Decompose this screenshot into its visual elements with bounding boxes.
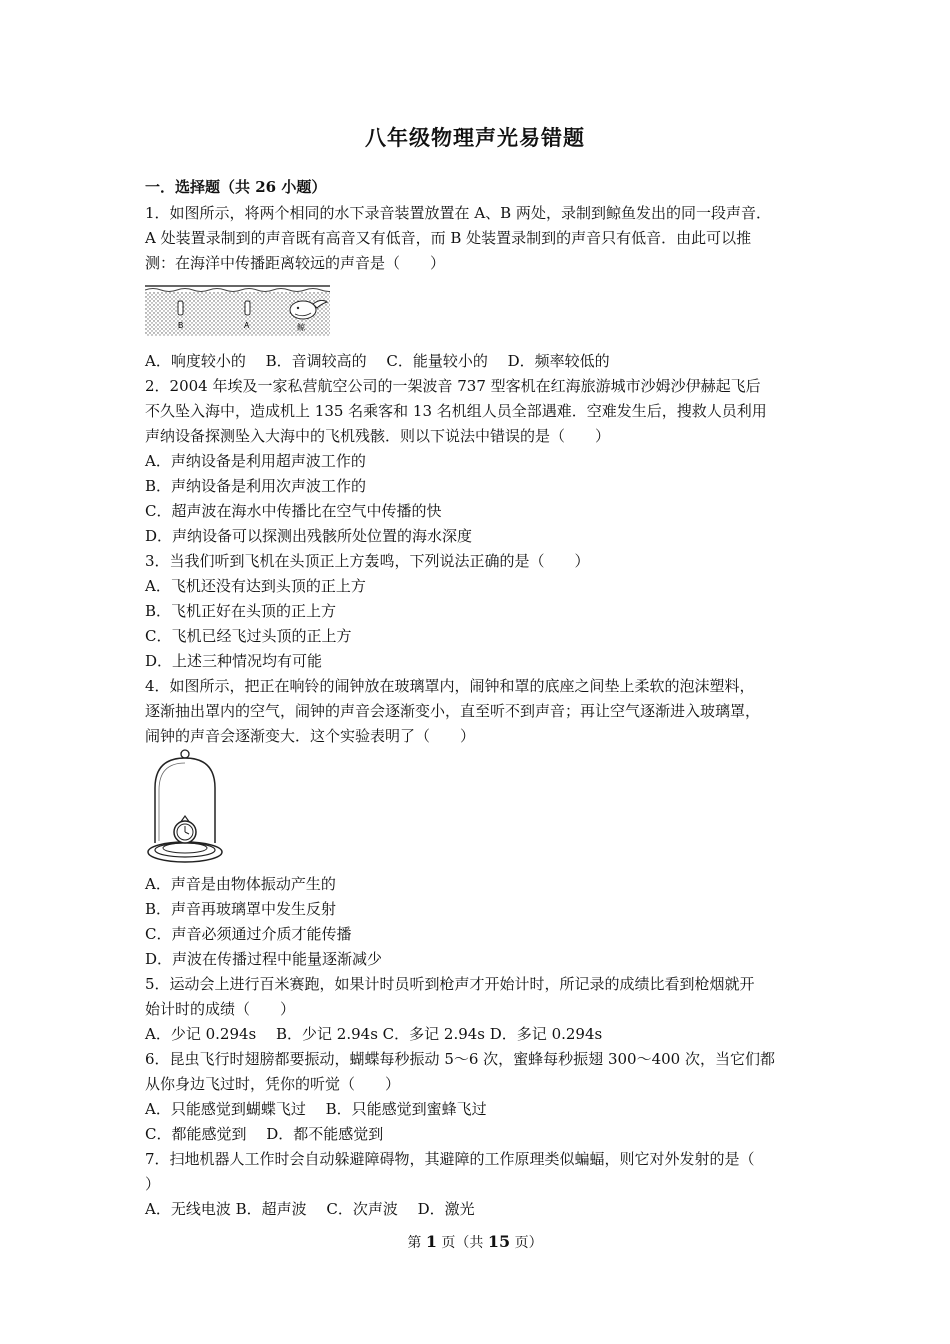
- label-b: B: [178, 321, 184, 330]
- q4-option-c: C．声音必须通过介质才能传播: [145, 925, 352, 943]
- q6-options-cd: C．都能感觉到 D．都不能感觉到: [145, 1125, 384, 1143]
- q3-option-d: D．上述三种情况均有可能: [145, 652, 323, 670]
- q1-line-3: 测：在海洋中传播距离较远的声音是（ ）: [145, 254, 446, 272]
- q5-line-2: 始计时的成绩（ ）: [145, 1000, 296, 1018]
- footer-total-pages: 15: [487, 1232, 511, 1251]
- bell-jar-figure: [145, 748, 225, 868]
- q3-line-1: 3．当我们听到飞机在头顶正上方轰鸣，下列说法正确的是（ ）: [145, 552, 590, 570]
- q2-line-3: 声纳设备探测坠入大海中的飞机残骸．则以下说法中错误的是（ ）: [145, 427, 611, 445]
- footer-prefix: 第: [407, 1235, 426, 1251]
- q7-line-2: ）: [145, 1175, 161, 1193]
- alarm-clock-icon: [174, 816, 196, 843]
- q5-options: A．少记 0.294s B．少记 2.94s C．多记 2.94s D．多记 0.294s: [145, 1025, 603, 1043]
- recorder-b: [178, 301, 183, 315]
- q6-line-2: 从你身边飞过时，凭你的听觉（ ）: [145, 1075, 401, 1093]
- q6-line-1: 6．昆虫飞行时翅膀都要振动，蝴蝶每秒振动 5～6 次，蜜蜂每秒振翅 300～400 次，当它们都: [145, 1050, 775, 1068]
- q1-options: A．响度较小的 B．音调较高的 C．能量较小的 D．频率较低的: [145, 352, 610, 370]
- q7-options: A．无线电波 B．超声波 C．次声波 D．激光: [145, 1200, 475, 1218]
- q1-line-2: A 处装置录制到的声音既有高音又有低音，而 B 处装置录制到的声音只有低音．由此可以推: [145, 229, 752, 247]
- q4-option-d: D．声波在传播过程中能量逐渐减少: [145, 950, 383, 968]
- q7-line-1: 7．扫地机器人工作时会自动躲避障碍物，其避障的工作原理类似蝙蝠，则它对外发射的是（: [145, 1150, 755, 1168]
- label-a: A: [244, 321, 250, 330]
- q4-line-1: 4．如图所示，把正在响铃的闹钟放在玻璃罩内，闹钟和罩的底座之间垫上柔软的泡沫塑料，: [145, 677, 755, 695]
- q2-option-d: D．声纳设备可以探测出残骸所处位置的海水深度: [145, 527, 473, 545]
- q2-option-b: B．声纳设备是利用次声波工作的: [145, 477, 367, 495]
- q5-line-1: 5．运动会上进行百米赛跑，如果计时员听到枪声才开始计时，所记录的成绩比看到枪烟就开: [145, 975, 755, 993]
- footer-suffix: 页）: [510, 1235, 543, 1251]
- q2-line-1: 2．2004 年埃及一家私营航空公司的一架波音 737 型客机在红海旅游城市沙姆沙伊赫起飞后: [145, 377, 761, 395]
- underwater-recording-figure: [145, 284, 330, 336]
- page-footer: [0, 1232, 950, 1252]
- q2-line-2: 不久坠入海中，造成机上 135 名乘客和 13 名机组人员全部遇难．空难发生后，搜救人员利用: [145, 402, 767, 420]
- q6-options-ab: A．只能感觉到蝴蝶飞过 B．只能感觉到蜜蜂飞过: [145, 1100, 487, 1118]
- q4-line-2: 逐渐抽出罩内的空气，闹钟的声音会逐渐变小，直至听不到声音；再让空气逐渐进入玻璃罩，: [145, 702, 761, 720]
- recorder-a: [245, 301, 250, 315]
- footer-page-number: 1: [425, 1232, 437, 1251]
- q1-line-1: 1．如图所示，将两个相同的水下录音装置放置在 A、B 两处，录制到鲸鱼发出的同一段声音．: [145, 204, 771, 222]
- section-heading: 一．选择题（共 26 小题）: [145, 178, 327, 196]
- q4-line-3: 闹钟的声音会逐渐变大．这个实验表明了（ ）: [145, 727, 476, 745]
- footer-mid: 页（共: [436, 1235, 488, 1251]
- page-title: 八年级物理声光易错题: [365, 125, 585, 150]
- q2-option-c: C．超声波在海水中传播比在空气中传播的快: [145, 502, 442, 520]
- q4-option-b: B．声音再玻璃罩中发生反射: [145, 900, 337, 918]
- label-whale: 鲸: [297, 323, 305, 332]
- q4-option-a: A．声音是由物体振动产生的: [145, 875, 336, 893]
- q2-option-a: A．声纳设备是利用超声波工作的: [145, 452, 366, 470]
- q3-option-c: C．飞机已经飞过头顶的正上方: [145, 627, 352, 645]
- q3-option-a: A．飞机还没有达到头顶的正上方: [145, 577, 366, 595]
- q3-option-b: B．飞机正好在头顶的正上方: [145, 602, 337, 620]
